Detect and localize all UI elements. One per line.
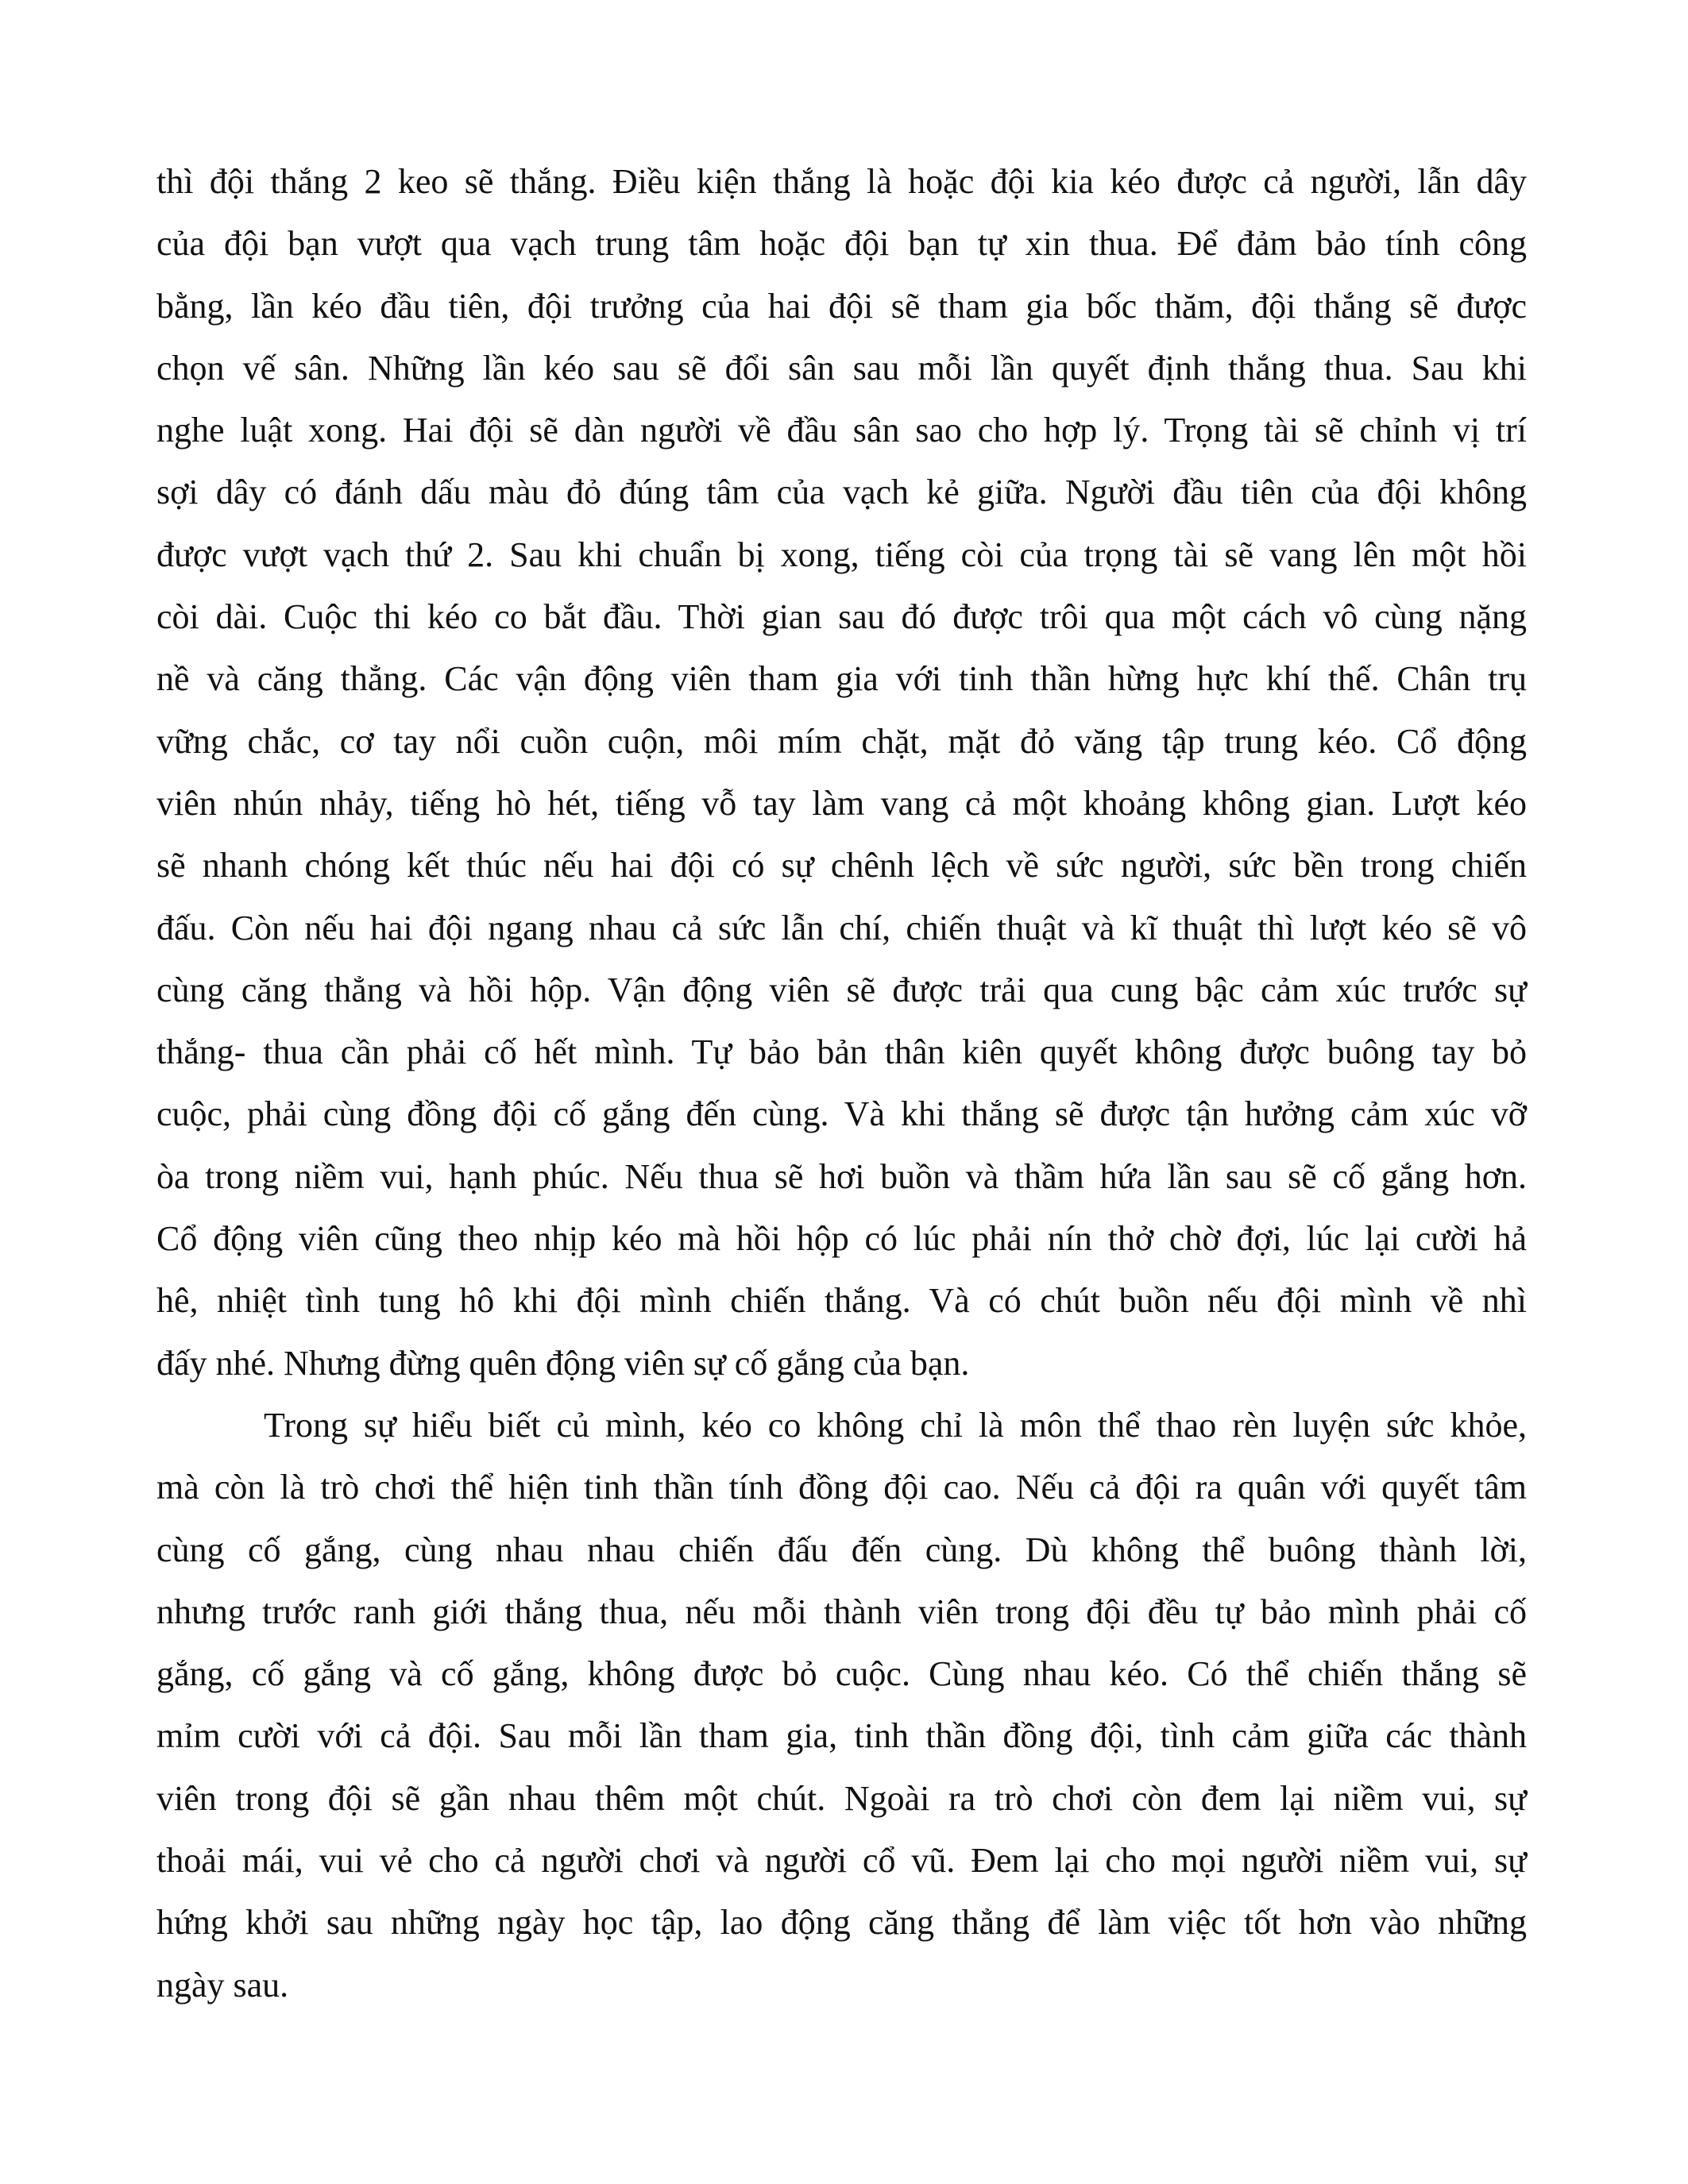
- text-line: Cổ động viên cũng theo nhịp kéo mà hồi hộp có lúc phải nín thở chờ đợi, lúc lại cười hả: [156, 1219, 1527, 1259]
- text-line: nề và căng thẳng. Các vận động viên tham gia với tinh thần hừng hực khí thế. Chân trụ: [156, 659, 1527, 699]
- document-body: [156, 151, 1527, 2016]
- text-line: chọn vế sân. Những lần kéo sau sẽ đổi sân sau mỗi lần quyết định thắng thua. Sau khi: [156, 348, 1527, 388]
- text-line: sẽ nhanh chóng kết thúc nếu hai đội có sự chênh lệch về sức người, sức bền trong chiến: [156, 846, 1527, 886]
- text-line: ngày sau.: [156, 1965, 289, 2005]
- text-line: đấy nhé. Nhưng đừng quên động viên sự cố gắng của bạn.: [156, 1343, 970, 1383]
- text-line: hứng khởi sau những ngày học tập, lao động căng thẳng để làm việc tốt hơn vào những: [156, 1903, 1527, 1943]
- text-line: cùng cố gắng, cùng nhau nhau chiến đấu đến cùng. Dù không thể buông thành lời,: [156, 1530, 1527, 1569]
- text-line: gắng, cố gắng và cố gắng, không được bỏ cuộc. Cùng nhau kéo. Có thể chiến thắng sẽ: [156, 1654, 1527, 1694]
- text-line: viên nhún nhảy, tiếng hò hét, tiếng vỗ tay làm vang cả một khoảng không gian. Lượt kéo: [156, 783, 1527, 823]
- text-line: của đội bạn vượt qua vạch trung tâm hoặc đội bạn tự xin thua. Để đảm bảo tính công: [156, 224, 1527, 264]
- text-line: vững chắc, cơ tay nổi cuồn cuộn, môi mím chặt, mặt đỏ văng tập trung kéo. Cổ động: [156, 721, 1527, 761]
- text-line: được vượt vạch thứ 2. Sau khi chuẩn bị xong, tiếng còi của trọng tài sẽ vang lên một hồi: [156, 534, 1527, 574]
- text-line: thắng- thua cần phải cố hết mình. Tự bảo bản thân kiên quyết không được buông tay bỏ: [156, 1032, 1527, 1072]
- text-line: viên trong đội sẽ gần nhau thêm một chút. Ngoài ra trò chơi còn đem lại niềm vui, sự: [156, 1778, 1527, 1818]
- text-line: Trong sự hiểu biết củ mình, kéo co không chỉ là môn thể thao rèn luyện sức khỏe,: [264, 1405, 1527, 1445]
- text-line: mỉm cười với cả đội. Sau mỗi lần tham gia, tinh thần đồng đội, tình cảm giữa các thành: [156, 1716, 1527, 1756]
- text-line: sợi dây có đánh dấu màu đỏ đúng tâm của vạch kẻ giữa. Người đầu tiên của đội không: [156, 473, 1527, 512]
- text-line: bằng, lần kéo đầu tiên, đội trưởng của hai đội sẽ tham gia bốc thăm, đội thắng sẽ được: [156, 286, 1527, 326]
- text-line: nhưng trước ranh giới thắng thua, nếu mỗi thành viên trong đội đều tự bảo mình phải cố: [156, 1592, 1527, 1631]
- text-line: hê, nhiệt tình tung hô khi đội mình chiến thắng. Và có chút buồn nếu đội mình về nhì: [156, 1281, 1527, 1321]
- text-line: thoải mái, vui vẻ cho cả người chơi và người cổ vũ. Đem lại cho mọi người niềm vui, sự: [156, 1841, 1527, 1881]
- paragraph-1: [156, 151, 1527, 1395]
- text-line: đấu. Còn nếu hai đội ngang nhau cả sức lẫn chí, chiến thuật và kĩ thuật thì lượt kéo sẽ vô: [156, 908, 1527, 947]
- text-line: thì đội thắng 2 keo sẽ thắng. Điều kiện thắng là hoặc đội kia kéo được cả người, lẫn dây: [156, 162, 1527, 201]
- text-line: cùng căng thẳng và hồi hộp. Vận động viên sẽ được trải qua cung bậc cảm xúc trước sự: [156, 970, 1527, 1009]
- text-line: nghe luật xong. Hai đội sẽ dàn người về đầu sân sao cho hợp lý. Trọng tài sẽ chỉnh vị trí: [156, 411, 1527, 450]
- text-line: cuộc, phải cùng đồng đội cố gắng đến cùng. Và khi thắng sẽ được tận hưởng cảm xúc vỡ: [156, 1094, 1527, 1134]
- text-line: òa trong niềm vui, hạnh phúc. Nếu thua sẽ hơi buồn và thầm hứa lần sau sẽ cố gắng hơn.: [156, 1156, 1527, 1196]
- paragraph-2: [156, 1395, 1527, 2016]
- text-line: mà còn là trò chơi thể hiện tinh thần tính đồng đội cao. Nếu cả đội ra quân với quyết tâm: [156, 1468, 1527, 1507]
- text-line: còi dài. Cuộc thi kéo co bắt đầu. Thời gian sau đó được trôi qua một cách vô cùng nặng: [156, 597, 1527, 637]
